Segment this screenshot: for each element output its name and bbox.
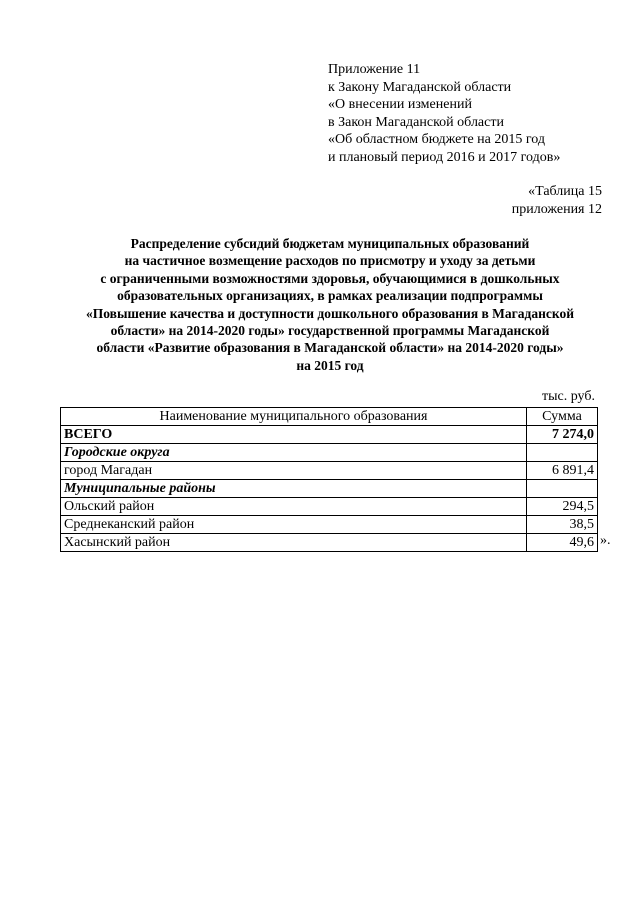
appendix-line: Приложение 11	[328, 62, 421, 77]
cell-name: Городские округа	[61, 444, 527, 462]
table-row	[61, 462, 598, 480]
appendix-line: и плановый период 2016 и 2017 годов»	[328, 149, 561, 165]
cell-sum: 7 274,0	[527, 426, 598, 444]
total-row	[61, 426, 598, 444]
cell-sum: 294,5	[527, 498, 598, 516]
cell-sum: 49,6	[527, 534, 598, 552]
table-body	[61, 426, 598, 552]
cell-sum	[527, 444, 598, 462]
title-line: с ограниченными возможностями здоровья, обучающимися в дошкольных	[100, 270, 560, 286]
cell-name: Среднеканский район	[61, 516, 527, 534]
unit-label: тыс. руб.	[542, 389, 595, 404]
appendix-line: «Об областном бюджете на 2015 год	[328, 132, 545, 148]
appendix-line: к Закону Магаданской области	[328, 79, 512, 95]
document-title	[40, 235, 620, 374]
closing-quote-mark: ».	[600, 533, 611, 548]
title-line: Распределение субсидий бюджетам муниципальных образований	[130, 236, 530, 251]
appendix-line: «О внесении изменений	[328, 97, 472, 113]
appendix-header	[328, 61, 560, 167]
cell-name: Муниципальные районы	[61, 480, 527, 498]
cell-sum	[527, 480, 598, 498]
section-row	[61, 480, 598, 498]
title-line: образовательных организациях, в рамках реализации подпрограммы	[117, 288, 543, 304]
table-reference-line: «Таблица 15	[528, 184, 602, 199]
title-line: на частичное возмещение расходов по присмотру и уходу за детьми	[124, 253, 536, 269]
table-header-row	[61, 408, 598, 426]
cell-sum: 38,5	[527, 516, 598, 534]
header-sum: Сумма	[527, 408, 598, 426]
table-row	[61, 534, 598, 552]
title-line: «Повышение качества и доступности дошкольного образования в Магаданской	[85, 305, 575, 321]
section-row	[61, 444, 598, 462]
appendix-line: в Закон Магаданской области	[328, 114, 504, 130]
title-line: на 2015 год	[296, 357, 364, 373]
cell-name: Хасынский район	[61, 534, 527, 552]
table-reference	[512, 183, 602, 218]
table-reference-line: приложения 12	[511, 201, 602, 217]
table-row	[61, 516, 598, 534]
table-row	[61, 498, 598, 516]
cell-name: Ольский район	[61, 498, 527, 516]
title-line: области» на 2014-2020 годы» государственной программы Магаданской	[110, 323, 550, 339]
title-line: области «Развитие образования в Магаданской области» на 2014-2020 годы»	[96, 340, 564, 356]
cell-sum: 6 891,4	[527, 462, 598, 480]
cell-name: ВСЕГО	[61, 426, 527, 444]
header-name: Наименование муниципального образования	[61, 408, 527, 426]
cell-name: город Магадан	[61, 462, 527, 480]
subsidy-table	[60, 407, 598, 552]
